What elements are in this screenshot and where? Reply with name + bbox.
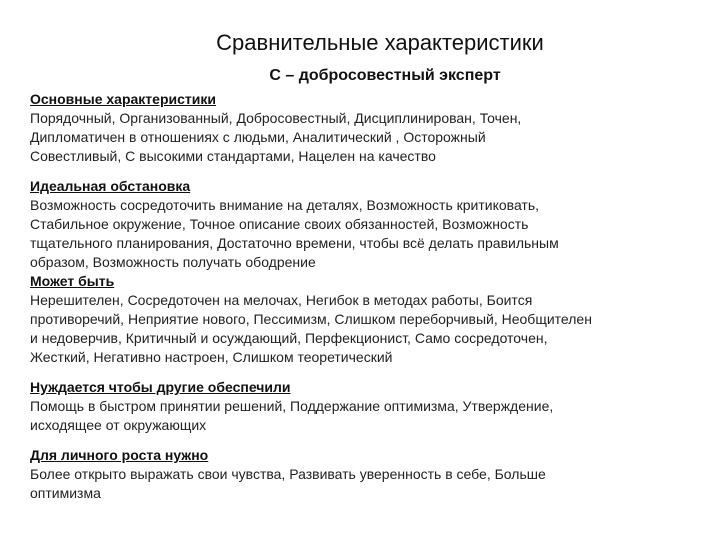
slide-title: Сравнительные характеристики	[216, 30, 544, 55]
section-heading: Идеальная обстановка	[30, 178, 191, 194]
section-heading: Для личного роста нужно	[30, 447, 209, 463]
section-text: Порядочный, Организованный, Добросовестный, Дисциплинирован, Точен, Дипломатичен в отношениях с людьми, Аналитический , Осторожный Совестливый, С высокими стандартами, Нацелен на качество	[30, 110, 522, 164]
section-may-be	[30, 272, 700, 367]
section-heading: Нуждается чтобы другие обеспечили	[30, 379, 291, 395]
section-text: Более открыто выражать свои чувства, Развивать уверенность в себе, Больше оптимизма	[30, 466, 546, 501]
section-text: Нерешителен, Сосредоточен на мелочах, Негибок в методах работы, Боится противоречий, Неприятие нового, Пессимизм, Слишком переборчивый, Необщителен и недоверчив, Критичный и осуждающий, Перфекционист, Само сосредоточен, Жесткий, Негативно настроен, Слишком теоретический	[30, 292, 592, 365]
section-text: Возможность сосредоточить внимание на деталях, Возможность критиковать, Стабильное окружение, Точное описание своих обязанностей, Возможность тщательного планирования, Достаточно времени, чтобы всё делать правильным образом, Возможность получать ободрение	[30, 197, 559, 270]
content-body	[30, 90, 700, 503]
section-text: Помощь в быстром принятии решений, Поддержание оптимизма, Утверждение, исходящее от окружающих	[30, 398, 554, 433]
slide-subtitle: С – добросовестный эксперт	[269, 67, 501, 84]
section-heading: Основные характеристики	[30, 91, 216, 107]
section-ideal-environment	[30, 177, 700, 272]
section-main-characteristics	[30, 90, 700, 166]
section-heading: Может быть	[30, 273, 115, 289]
section-needs-from-others	[30, 378, 700, 435]
section-personal-growth	[30, 446, 700, 503]
